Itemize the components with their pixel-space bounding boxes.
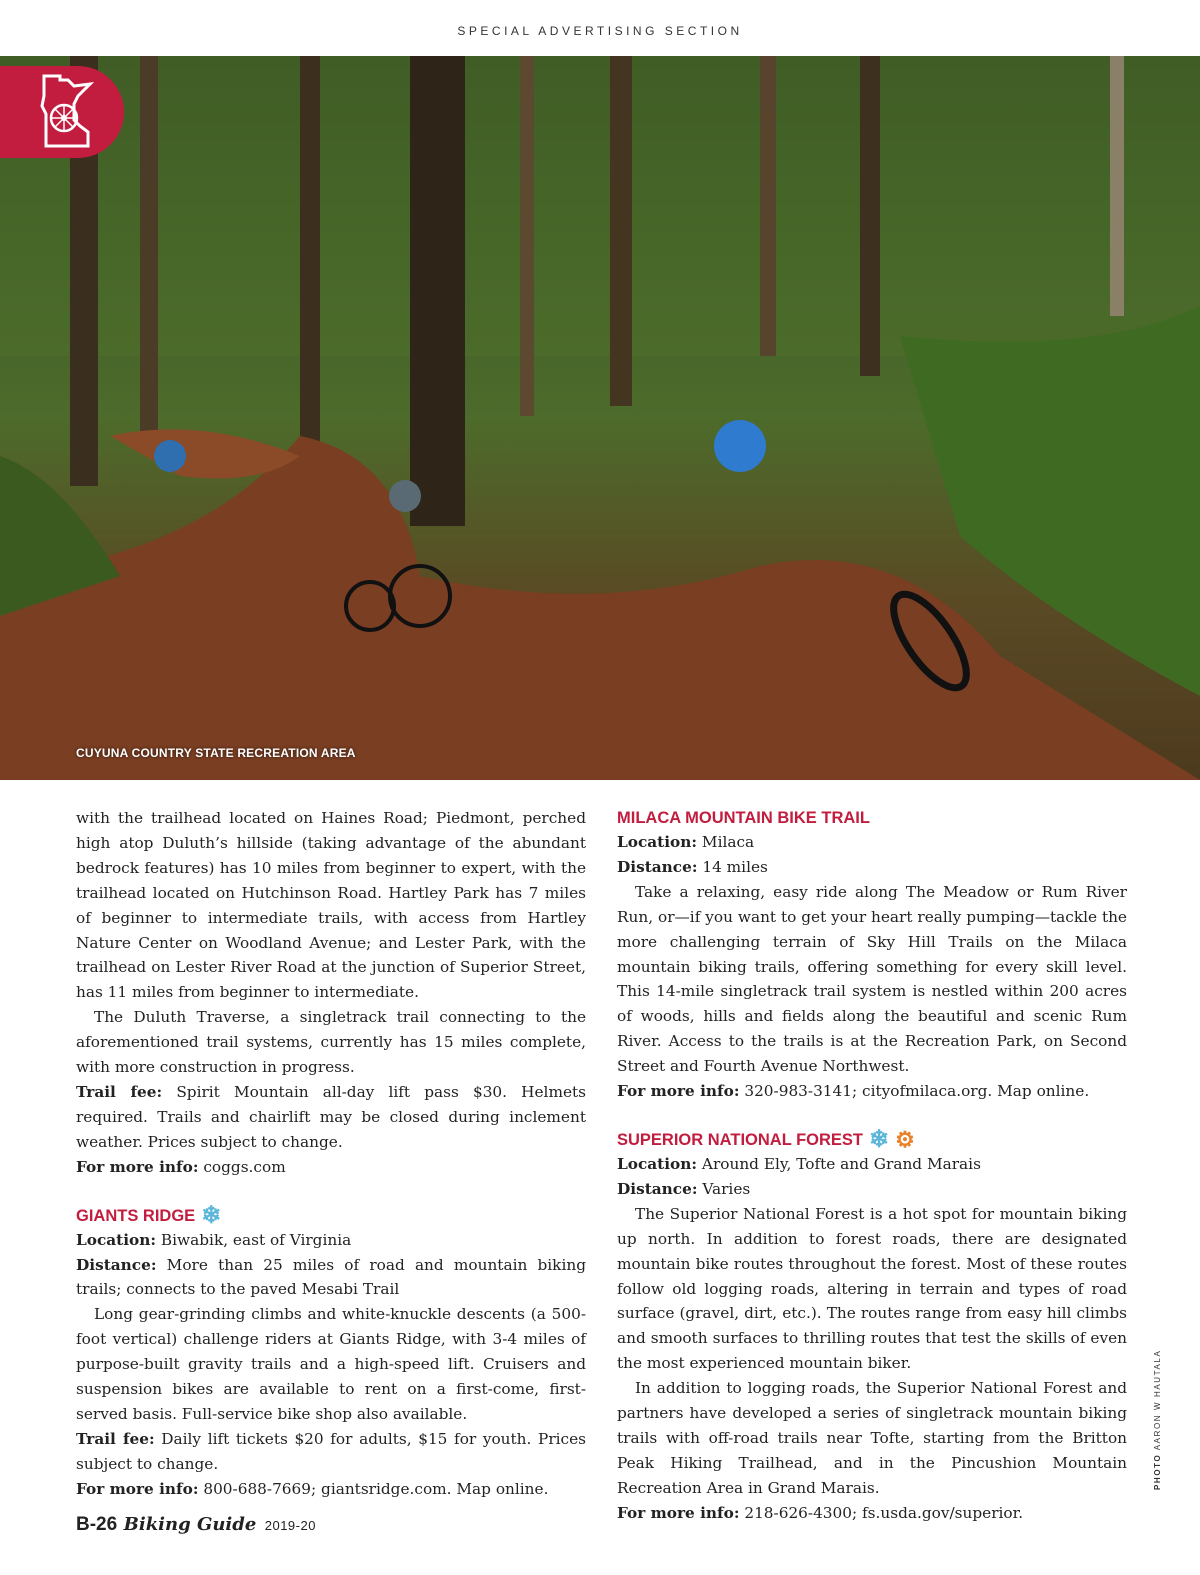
milaca-distance: Distance: 14 miles	[617, 857, 768, 876]
page-number: B-26	[76, 1514, 118, 1535]
bike-wheel-icon: ⚙	[895, 1126, 915, 1152]
page-footer	[76, 1514, 316, 1536]
giants-ridge-title: GIANTS RIDGE ❄	[76, 1201, 222, 1229]
superior-body-1: The Superior National Forest is a hot spot for mountain biking up north. In addition to forest roads, there are designated mountain bike routes throughout the forest. Most of these routes follow old logging roads, altering in terrain and types of road surface (gravel, dirt, etc.). The routes range from easy hill climbs and smooth surfaces to thrilling routes that test the skills of even the most experienced mountain biker.	[617, 1204, 1127, 1373]
special-advertising-header: SPECIAL ADVERTISING SECTION	[457, 24, 743, 38]
snowflake-icon: ❄	[869, 1125, 890, 1153]
superior-title: SUPERIOR NATIONAL FOREST ❄ ⚙	[617, 1125, 915, 1153]
giants-location: Location: Biwabik, east of Virginia	[76, 1230, 352, 1249]
minnesota-bike-icon	[40, 74, 98, 150]
milaca-more-info: For more info: 320-983-3141; cityofmilaca.org. Map online.	[617, 1082, 1090, 1101]
superior-location: Location: Around Ely, Tofte and Grand Marais	[617, 1154, 981, 1173]
giants-distance: Distance: More than 25 miles of road and mountain biking trails; connects to the paved Mesabi Trail	[76, 1255, 586, 1299]
right-column	[617, 806, 1127, 1526]
giants-trail-fee: Trail fee: Daily lift tickets $20 for adults, $15 for youth. Prices subject to change.	[76, 1429, 586, 1473]
guide-title: Biking Guide	[123, 1514, 257, 1535]
duluth-more-info: For more info: coggs.com	[76, 1157, 286, 1176]
section-tab	[0, 66, 124, 158]
trail-photo	[0, 56, 1200, 780]
milaca-location: Location: Milaca	[617, 833, 755, 851]
duluth-trail-fee: Trail fee: Spirit Mountain all-day lift pass $30. Helmets required. Trails and chairlift may be closed during inclement weather. Prices subject to change.	[76, 1082, 586, 1151]
giants-more-info: For more info: 800-688-7669; giantsridge.com. Map online.	[76, 1479, 549, 1498]
milaca-body: Take a relaxing, easy ride along The Meadow or Rum River Run, or—if you want to get your heart really pumping—tackle the more challenging terrain of Sky Hill Trails on the Milaca mountain biking trails, offering something for every skill level. This 14-mile singletrack trail system is nestled within 200 acres of woods, hills and fields along the beautiful and scenic Rum River. Access to the trails is at the Recreation Park, on Second Street and Fourth Avenue Northwest.	[617, 882, 1127, 1076]
giants-body: Long gear-grinding climbs and white-knuckle descents (a 500-foot vertical) challenge riders at Giants Ridge, with 3-4 miles of purpose-built gravity trails and a high-speed lift. Cruisers and suspension bikes are available to rent on a first-come, first-served basis. Full-service bike shop also available.	[76, 1305, 586, 1423]
milaca-title: MILACA MOUNTAIN BIKE TRAIL	[617, 809, 870, 827]
superior-more-info: For more info: 218-626-4300; fs.usda.gov/superior.	[617, 1503, 1024, 1522]
forest-illustration	[0, 56, 1200, 780]
left-column	[76, 806, 586, 1502]
guide-year: 2019-20	[264, 1518, 316, 1533]
photo-caption: CUYUNA COUNTRY STATE RECREATION AREA	[76, 746, 356, 760]
duluth-paragraph: with the trailhead located on Haines Road; Piedmont, perched high atop Duluth’s hillside (taking advantage of the abundant bedrock features) has 10 miles from beginner to expert, with the trailhead located on Hutchinson Road. Hartley Park has 7 miles of beginner to intermediate trails, with access from Hartley Nature Center on Woodland Avenue; and Lester Park, with the trailhead on Lester River Road at the junction of Superior Street, has 11 miles from beginner to intermediate.	[76, 809, 586, 1002]
photo-credit: PHOTO AARON W HAUTALA	[1153, 1349, 1162, 1490]
duluth-traverse-paragraph: The Duluth Traverse, a singletrack trail connecting to the aforementioned trail systems, currently has 15 miles complete, with more construction in progress.	[76, 1008, 586, 1077]
superior-body-2: In addition to logging roads, the Superior National Forest and partners have developed a series of singletrack mountain biking trails with off-road trails near Tofte, starting from the Britton Peak Hiking Trailhead, and in the Pincushion Mountain Recreation Area in Grand Marais.	[617, 1379, 1127, 1497]
superior-distance: Distance: Varies	[617, 1179, 751, 1198]
snowflake-icon: ❄	[201, 1201, 222, 1229]
